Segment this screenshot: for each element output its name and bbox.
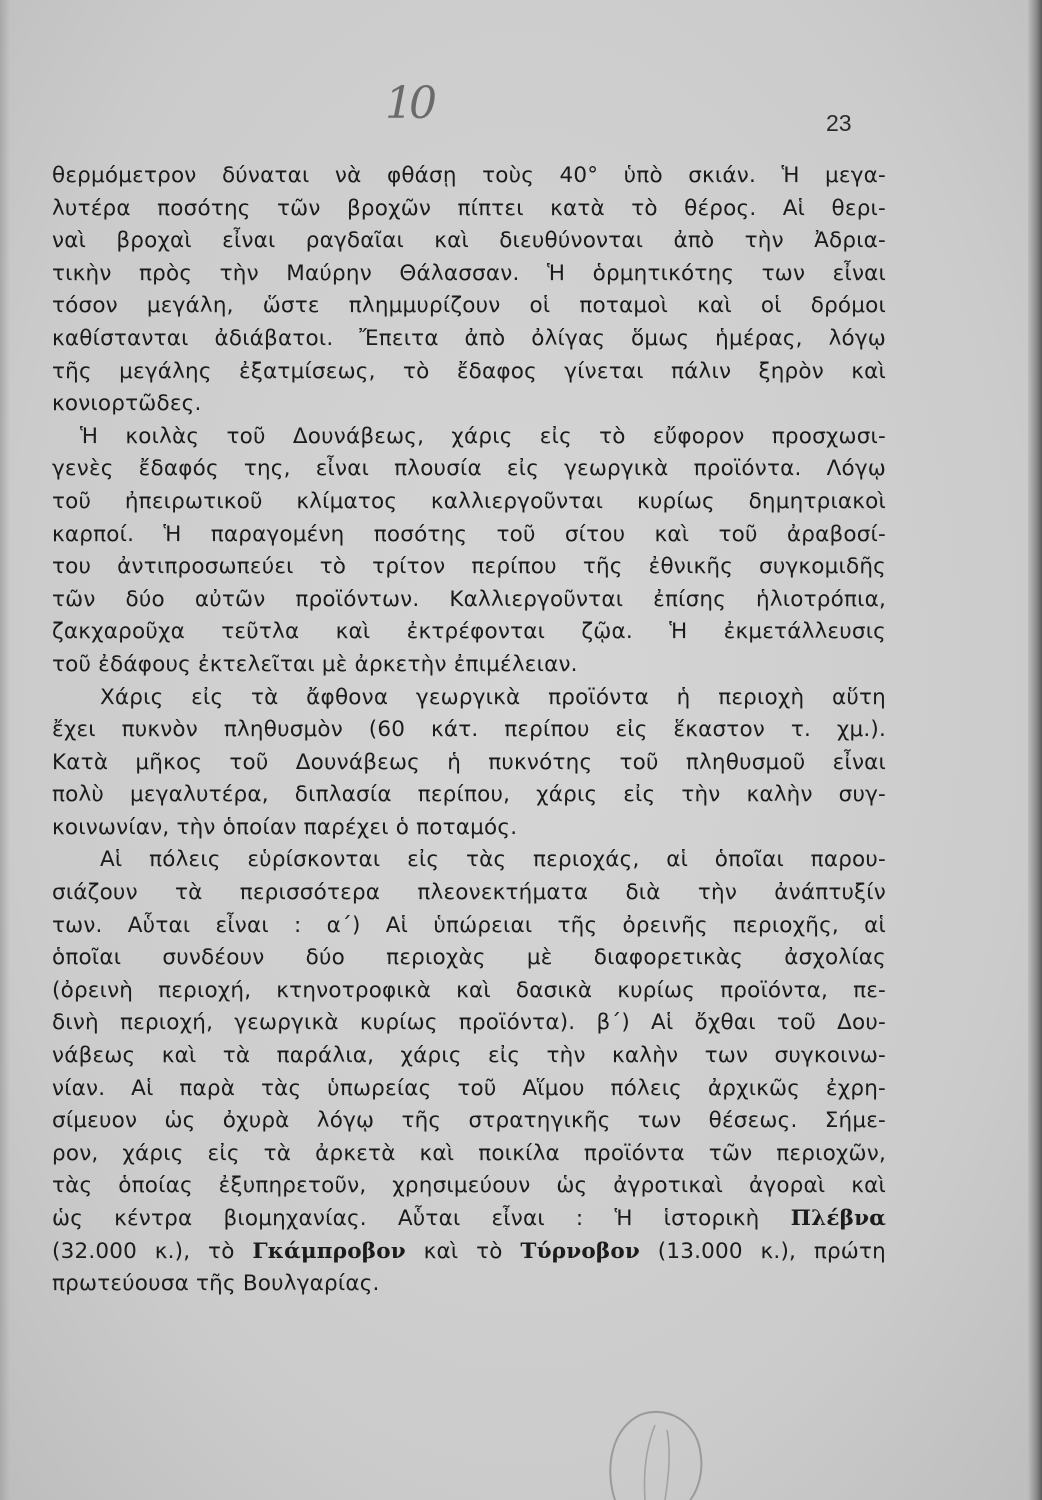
text-line-part: (13.000 κ.), πρώτη [657,1238,886,1264]
text-line: (ὀρεινὴ περιοχή, κτηνοτροφικὰ καὶ δασικὰ κυρίως προϊόντα, πε- [52,977,886,1003]
text-line: πολὺ μεγαλυτέρα, διπλασία περίπου, χάρις εἰς τὴν καλὴν συγ- [52,782,886,808]
text-line: κονιορτῶδες. [52,391,202,417]
text-line: κοινωνίαν, τὴν ὁποίαν παρέχει ὁ ποταμός. [52,814,518,840]
text-line: Αἱ πόλεις εὑρίσκονται εἰς τὰς περιοχάς, αἱ ὁποῖαι παρου- [100,847,886,873]
text-line: λυτέρα ποσότης τῶν βροχῶν πίπτει κατὰ τὸ θέρος. Αἱ θερι- [52,195,886,221]
text-line-part: καὶ τὸ [423,1238,503,1264]
faint-pencil-sketch [585,1390,725,1500]
text-line-part: (32.000 κ.), τὸ [52,1238,235,1264]
page-number: 23 [826,110,852,136]
text-line: ρον, χάρις εἰς τὰ ἀρκετὰ καὶ ποικίλα προϊόντα τῶν περιοχῶν, [52,1140,886,1166]
city-name-tyrnovo: Τύρνοβον [520,1238,640,1264]
page-left-shadow [0,0,10,1500]
text-line: Κατὰ μῆκος τοῦ Δουνάβεως ἡ πυκνότης τοῦ πληθυσμοῦ εἶναι [52,749,886,775]
text-line: νάβεως καὶ τὰ παράλια, χάρις εἰς τὴν καλὴν των συγκοινω- [52,1043,886,1069]
text-line: ζακχαροῦχα τεῦτλα καὶ ἐκτρέφονται ζῷα. Ἡ ἐκμετάλλευσις [52,619,886,645]
text-line: γενὲς ἔδαφός της, εἶναι πλουσία εἰς γεωργικὰ προϊόντα. Λόγῳ [52,456,886,482]
text-line [52,1203,886,1236]
text-line-part: ὡς κέντρα βιομηχανίας. Αὗται εἶναι : Ἡ ἱστορικὴ [52,1206,760,1231]
text-line [52,1236,886,1269]
text-line: πρωτεύουσα τῆς Βουλγαρίας. [52,1271,380,1297]
text-line: ὁποῖαι συνδέουν δύο περιοχὰς μὲ διαφορετικὰς ἀσχολίας [52,945,886,971]
text-line: καθίστανται ἀδιάβατοι. Ἔπειτα ἀπὸ ὀλίγας ὅμως ἡμέρας, λόγῳ [52,325,886,351]
handwritten-page-mark: 10 [385,78,433,129]
text-line: Ἡ κοιλὰς τοῦ Δουνάβεως, χάρις εἰς τὸ εὔφορον προσχωσι- [80,423,886,449]
page-binding-edge [1028,0,1042,1500]
text-line: τοῦ ἠπειρωτικοῦ κλίματος καλλιεργοῦνται κυρίως δημητριακοὶ [52,488,886,514]
text-line: Χάρις εἰς τὰ ἄφθονα γεωργικὰ προϊόντα ἡ περιοχὴ αὕτη [100,684,886,710]
text-line: τῆς μεγάλης ἐξατμίσεως, τὸ ἔδαφος γίνεται πάλιν ξηρὸν καὶ [52,358,886,384]
text-line: θερμόμετρον δύναται νὰ φθάσῃ τοὺς 40° ὑπὸ σκιάν. Ἡ μεγα- [52,163,886,188]
text-line: τόσον μεγάλη, ὥστε πλημμυρίζουν οἱ ποταμοὶ καὶ οἱ δρόμοι [52,293,886,319]
text-line: τὰς ὁποίας ἐξυπηρετοῦν, χρησιμεύουν ὡς ἀγροτικαὶ ἀγοραὶ καὶ [52,1173,886,1199]
text-line: καρποί. Ἡ παραγομένη ποσότης τοῦ σίτου καὶ τοῦ ἀραβοσί- [52,521,886,547]
text-line: των. Αὗται εἶναι : α΄) Αἱ ὑπώρειαι τῆς ὀρεινῆς περιοχῆς, αἱ [52,912,886,938]
text-line: τοῦ ἐδάφους ἐκτελεῖται μὲ ἀρκετὴν ἐπιμέλειαν. [52,651,578,677]
city-name-plevna: Πλέβνα [790,1206,886,1231]
text-line: ἔχει πυκνὸν πληθυσμὸν (60 κάτ. περίπου εἰς ἕκαστον τ. χμ.). [52,717,886,743]
text-line: ναὶ βροχαὶ εἶναι ραγδαῖαι καὶ διευθύνονται ἀπὸ τὴν Ἀδρια- [52,228,886,254]
text-line: του ἀντιπροσωπεύει τὸ τρίτον περίπου τῆς ἐθνικῆς συγκομιδῆς [52,554,886,580]
text-line: σίμευον ὡς ὀχυρὰ λόγῳ τῆς στρατηγικῆς των θέσεως. Σήμε- [52,1108,886,1134]
text-line: νίαν. Αἱ παρὰ τὰς ὑπωρείας τοῦ Αἵμου πόλεις ἀρχικῶς ἐχρη- [52,1075,886,1101]
text-line: δινὴ περιοχή, γεωργικὰ κυρίως προϊόντα). β΄) Αἱ ὄχθαι τοῦ Δου- [52,1010,886,1036]
text-line: τῶν δύο αὐτῶν προϊόντων. Καλλιεργοῦνται ἐπίσης ἡλιοτρόπια, [52,586,886,612]
body-text [52,160,886,1301]
text-line: τικὴν πρὸς τὴν Μαύρην Θάλασσαν. Ἡ ὁρμητικότης των εἶναι [52,260,886,286]
text-line: σιάζουν τὰ περισσότερα πλεονεκτήματα διὰ τὴν ἀνάπτυξίν [52,880,886,906]
city-name-gabrovo: Γκάμπροβον [252,1238,406,1264]
